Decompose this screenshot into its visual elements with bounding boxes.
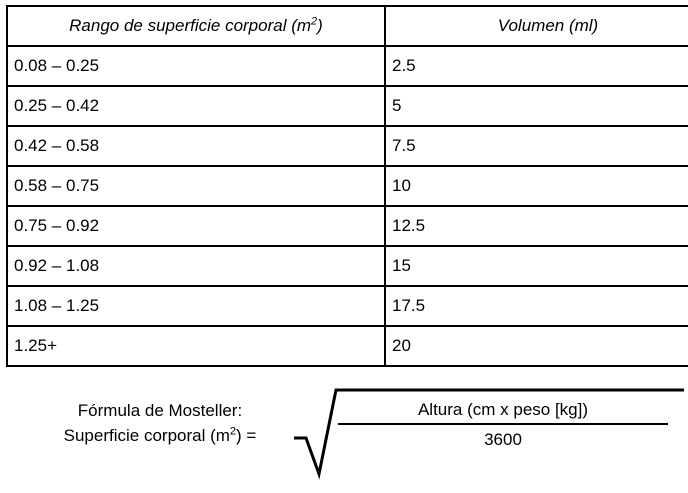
header-range-suffix: ) — [317, 16, 323, 35]
header-range-unit: 2 — [311, 15, 318, 28]
header-cell-volume: Volumen (ml) — [385, 6, 688, 46]
table-header-row — [7, 6, 688, 46]
cell-range: 0.08 – 0.25 — [7, 46, 385, 86]
body-surface-area-table — [6, 5, 688, 367]
fraction-denominator: 3600 — [484, 430, 522, 449]
cell-volume: 17.5 — [385, 286, 688, 326]
cell-range: 1.08 – 1.25 — [7, 286, 385, 326]
header-range-text: Rango de superficie corporal (m — [69, 16, 312, 35]
formula-label — [24, 398, 296, 448]
cell-volume: 15 — [385, 246, 688, 286]
table-row — [7, 166, 688, 206]
cell-range: 0.25 – 0.42 — [7, 86, 385, 126]
formula-subject-suffix: ) = — [236, 426, 257, 445]
cell-range: 0.92 – 1.08 — [7, 246, 385, 286]
formula-title: Fórmula de Mosteller: — [77, 401, 243, 420]
cell-volume: 5 — [385, 86, 688, 126]
table-header — [7, 6, 688, 46]
cell-volume: 20 — [385, 326, 688, 366]
cell-range: 0.75 – 0.92 — [7, 206, 385, 246]
cell-range: 0.58 – 0.75 — [7, 166, 385, 206]
cell-range: 0.42 – 0.58 — [7, 126, 385, 166]
fraction-numerator: Altura (cm x peso [kg]) — [417, 400, 589, 419]
table-row — [7, 326, 688, 366]
cell-volume: 2.5 — [385, 46, 688, 86]
table-row — [7, 126, 688, 166]
table-row — [7, 206, 688, 246]
table-row — [7, 46, 688, 86]
cell-volume: 10 — [385, 166, 688, 206]
mosteller-formula — [6, 386, 682, 486]
cell-volume: 7.5 — [385, 126, 688, 166]
formula-subject — [24, 423, 296, 448]
formula-subject-text: Superficie corporal (m — [63, 426, 230, 445]
cell-range: 1.25+ — [7, 326, 385, 366]
table-body — [7, 46, 688, 366]
table-row — [7, 86, 688, 126]
cell-volume: 12.5 — [385, 206, 688, 246]
formula-subject-exponent: 2 — [229, 425, 237, 438]
header-cell-range — [7, 6, 385, 46]
table-row — [7, 286, 688, 326]
formula-fraction — [338, 400, 668, 450]
table-row — [7, 246, 688, 286]
